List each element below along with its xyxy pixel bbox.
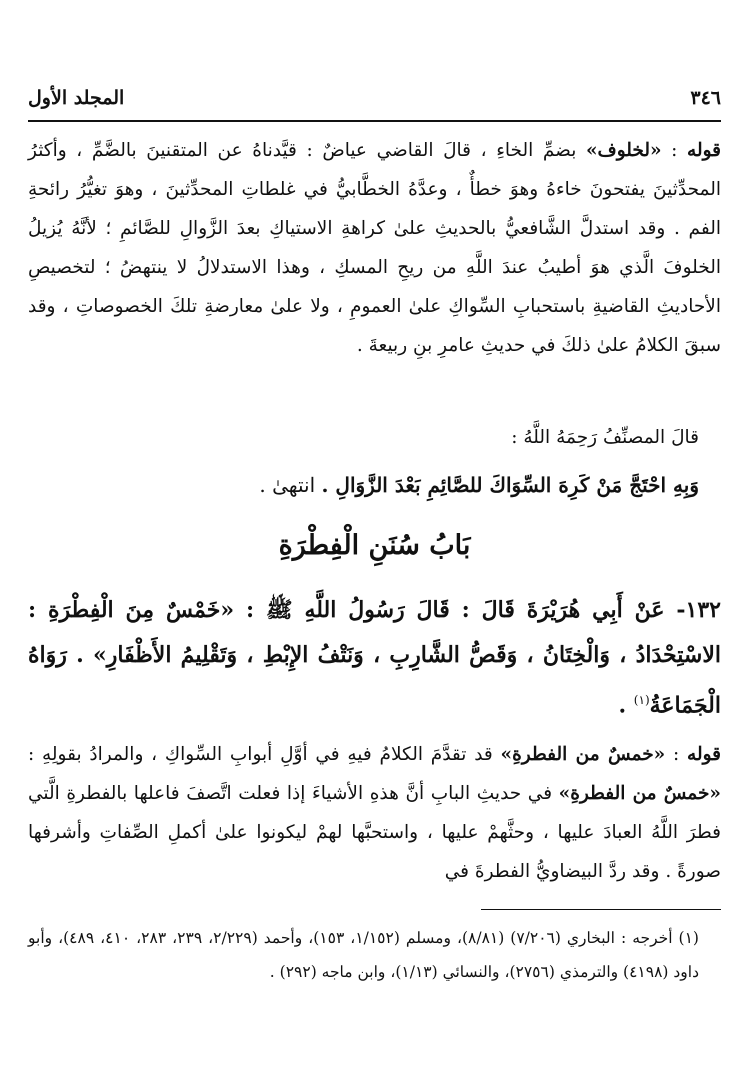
author-quote-text: وَبِهِ احْتَجَّ مَنْ كَرِهَ السِّوَاكَ للصَّائِمِ بَعْدَ الزَّوَالِ . <box>321 473 699 497</box>
running-header <box>28 78 721 118</box>
commentary-label: قوله <box>687 140 721 161</box>
commentary-term-2b: «خمسٌ من الفطرةِ» <box>558 783 721 804</box>
page-number: ٣٤٦ <box>690 87 721 109</box>
commentary-text-2b: في حديثِ البابِ أنَّ هذهِ الأشياءَ إذا فعلت اتَّصفَ فاعلها بالفطرةِ الَّتي فطرَ اللَّهُ العبادَ عليها ، وحثَّهمْ عليها ، واستحبَّها لهمْ ليكونوا علىٰ أكملِ الصِّفاتِ وأشرفها صورةً . وقد ردَّ البيضاويُّ الفطرةَ في <box>28 783 721 882</box>
commentary-paragraph-1: قوله : «لخلوف» بضمِّ الخاءِ ، قالَ القاضي عياضٌ : قيَّدناهُ عن المتقنينَ بالضَّمِّ ، وأكثرُ المحدِّثينَ يفتحونَ خاءهُ وهوَ خطأٌ ، وعدَّهُ الخطَّابيُّ في غلطاتِ المحدِّثينَ ، وهوَ تغيُّرُ رائحةِ الفم . وقد استدلَّ الشَّافعيُّ بالحديثِ علىٰ كراهةِ الاستياكِ بعدَ الزَّوالِ للصَّائمِ ؛ لأنَّهُ يُزيلُ الخلوفَ الَّذي هوَ أطيبُ عندَ اللَّهِ من ريحِ المسكِ ، وهذا الاستدلالُ لا ينتهضُ ؛ لتخصيصِ الأحاديثِ القاضيةِ باستحبابِ السِّواكِ علىٰ العمومِ ، ولا علىٰ معارضةِ تلكَ الخصوصاتِ ، وقد سبقَ الكلامُ علىٰ ذلكَ في حديثِ عامرِ بنِ ربيعةَ . <box>28 140 721 356</box>
commentary-text: بضمِّ الخاءِ ، قالَ القاضي عياضٌ : قيَّدناهُ عن المتقنينَ بالضَّمِّ ، وأكثرُ المحدِّثينَ يفتحونَ خاءهُ وهوَ خطأٌ ، وعدَّهُ الخطَّابيُّ في غلطاتِ المحدِّثينَ ، وهوَ تغيُّرُ رائحةِ الفم . وقد استدلَّ الشَّافعيُّ بالحديثِ علىٰ كراهةِ الاستياكِ بعدَ الزَّوالِ للصَّائمِ ؛ لأنَّهُ يُزيلُ الخلوفَ الَّذي هوَ أطيبُ عندَ اللَّهِ من ريحِ المسكِ ، وهذا الاستدلالُ لا ينتهضُ ؛ لتخصيصِ الأحاديثِ القاضيةِ باستحبابِ السِّواكِ علىٰ العمومِ ، ولا علىٰ معارضةِ تلكَ الخصوصاتِ ، وقد سبقَ الكلامُ علىٰ ذلكَ في حديثِ عامرِ بنِ ربيعةَ . <box>28 140 721 356</box>
volume-title: المجلد الأول <box>28 87 125 109</box>
footnote-ref: (١) <box>633 693 650 707</box>
author-intro: قالَ المصنِّفُ رَحِمَهُ اللَّهُ : <box>511 427 699 448</box>
commentary-paragraph-2: قوله : «خمسٌ من الفطرةِ» قد تقدَّمَ الكلامُ فيهِ في أوَّلِ أبوابِ السِّواكِ ، والمرادُ بقولِهِ : «خمسٌ من الفطرةِ» في حديثِ البابِ أنَّ هذهِ الأشياءَ إذا فعلت اتَّصفَ فاعلها بالفطرةِ الَّتي فطرَ اللَّهُ العبادَ عليها ، وحثَّهمْ عليها ، واستحبَّها لهمْ ليكونوا علىٰ أكملِ الصِّفاتِ وأشرفها صورةً . وقد ردَّ البيضاويُّ الفطرةَ في <box>28 744 721 882</box>
commentary-text-2a: قد تقدَّمَ الكلامُ فيهِ في أوَّلِ أبوابِ السِّواكِ ، والمرادُ بقولِهِ : <box>28 744 501 765</box>
footnote-rule <box>481 909 721 910</box>
hadith-end: . <box>618 692 634 719</box>
commentary-term-2a: «خمسٌ من الفطرةِ» <box>500 744 666 765</box>
header-rule <box>28 120 721 122</box>
commentary-label-2: قوله <box>687 744 721 765</box>
hadith-body: ١٣٢- عَنْ أَبِي هُرَيْرَةَ قَالَ : قَالَ رَسُولُ اللَّهِ ﷺ : «خَمْسٌ مِنَ الْفِطْرَةِ : الاسْتِحْدَادُ ، وَالْخِتَانُ ، وَقَصُّ الشَّارِبِ ، وَنَتْفُ الإِبْطِ ، وَتَقْلِيمُ الأَظْفَارِ» . رَوَاهُ الْجَمَاعَةُ <box>28 597 721 719</box>
hadith-text <box>28 588 721 728</box>
chapter-title: بَابُ سُنَنِ الْفِطْرَةِ <box>278 530 471 561</box>
author-quote <box>28 468 699 502</box>
commentary-term: «لخلوف» <box>585 140 662 161</box>
author-quote-end: انتهىٰ . <box>259 473 322 497</box>
footnote: (١) أخرجه : البخاري (٧/٢٠٦) (٨/٨١)، ومسلم (١/١٥٢، ١٥٣)، وأحمد (٢/٢٢٩، ٢٣٩، ٢٨٣، ٤١٠، ٤٨٩)، وأبو داود (٤١٩٨) والترمذي (٢٧٥٦)، والنسائي (١/١٣)، وابن ماجه (٢٩٢) . <box>28 929 699 981</box>
